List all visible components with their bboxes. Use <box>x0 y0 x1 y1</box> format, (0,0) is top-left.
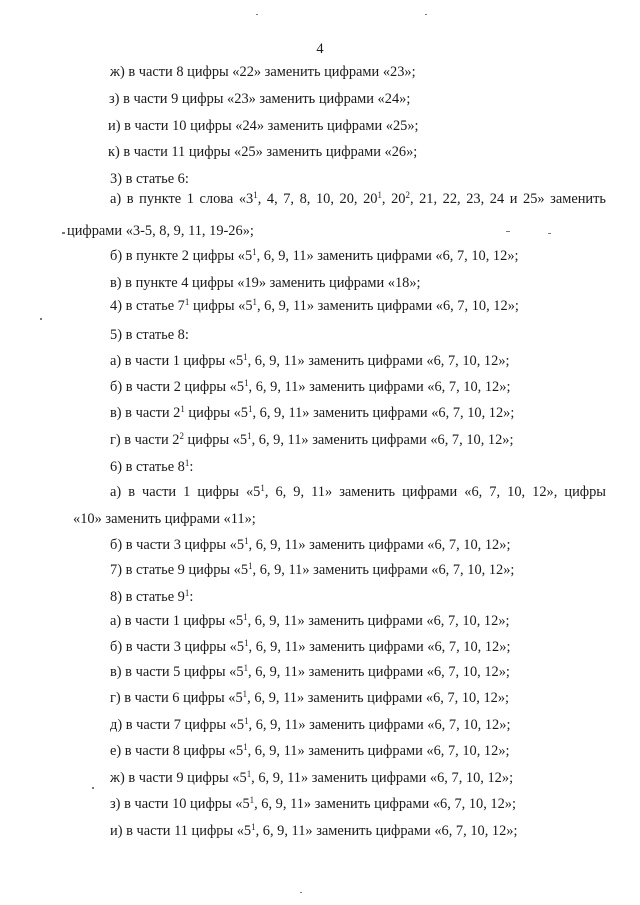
doc-line: б) в части 3 цифры «$5^1$, 6, 9, 11» заменить цифрами «6, 7, 10, 12»; <box>110 536 511 553</box>
superscript-index: 1 <box>184 588 190 599</box>
scan-speck <box>425 14 427 15</box>
superscript-index: 1 <box>377 190 382 201</box>
superscript-index: 1 <box>184 297 190 308</box>
doc-line: з) в части 10 цифры «$5^1$, 6, 9, 11» заменить цифрами «6, 7, 10, 12»; <box>110 795 516 812</box>
doc-line: 7) в статье 9 цифры «$5^1$, 6, 9, 11» заменить цифрами «6, 7, 10, 12»; <box>110 561 515 578</box>
scan-speck <box>256 14 258 15</box>
doc-line: 8) в статье $9^1$: <box>110 588 194 605</box>
doc-line: г) в части $2^2$ цифры «$5^1$, 6, 9, 11» заменить цифрами «6, 7, 10, 12»; <box>110 431 514 448</box>
doc-line: д) в части 7 цифры «$5^1$, 6, 9, 11» заменить цифрами «6, 7, 10, 12»; <box>110 716 511 733</box>
superscript-index: 1 <box>244 536 249 547</box>
doc-line: 4) в статье $7^1$ цифры «$5^1$, 6, 9, 11» заменить цифрами «6, 7, 10, 12»; <box>110 297 519 314</box>
superscript-index: 1 <box>243 663 249 674</box>
superscript-index: 1 <box>243 612 248 623</box>
superscript-index: 1 <box>243 352 248 363</box>
doc-line: а) в части 1 цифры «$5^1$, 6, 9, 11» заменить цифрами «6, 7, 10, 12»; <box>110 612 510 629</box>
superscript-index: 1 <box>242 689 248 700</box>
doc-line: в) в пункте 4 цифры «19» заменить цифрами «18»; <box>110 275 421 291</box>
doc-line: в) в части 5 цифры «$5^1$, 6, 9, 11» заменить цифрами «6, 7, 10, 12»; <box>110 663 510 680</box>
page-number: 4 <box>316 41 324 57</box>
superscript-index: 1 <box>260 483 265 494</box>
doc-line: цифрами «3-5, 8, 9, 11, 19-26»; <box>67 223 254 239</box>
superscript-index: 1 <box>244 638 249 649</box>
superscript-index: 1 <box>248 561 253 572</box>
doc-line: а) в части 1 цифры «$5^1$, 6, 9, 11» заменить цифрами «6, 7, 10, 12», цифры <box>110 483 606 500</box>
superscript-index: 1 <box>252 297 257 308</box>
doc-line: 5) в статье 8: <box>110 327 189 343</box>
doc-line: г) в части 6 цифры «$5^1$, 6, 9, 11» заменить цифрами «6, 7, 10, 12»; <box>110 689 510 706</box>
doc-line: 3) в статье 6: <box>110 171 189 187</box>
superscript-index: 1 <box>246 769 252 780</box>
scan-speck <box>506 231 510 232</box>
doc-line: е) в части 8 цифры «$5^1$, 6, 9, 11» заменить цифрами «6, 7, 10, 12»; <box>110 742 510 759</box>
doc-line: б) в части 2 цифры «$5^1$, 6, 9, 11» заменить цифрами «6, 7, 10, 12»; <box>110 378 511 395</box>
superscript-index: 1 <box>251 822 256 833</box>
doc-line: в) в части $2^1$ цифры «$5^1$, 6, 9, 11» заменить цифрами «6, 7, 10, 12»; <box>110 404 515 421</box>
doc-line: б) в пункте 2 цифры «$5^1$, 6, 9, 11» заменить цифрами «6, 7, 10, 12»; <box>110 247 519 264</box>
doc-line: «10» заменить цифрами «11»; <box>73 511 256 527</box>
scan-speck <box>548 233 551 234</box>
superscript-index: 1 <box>244 716 249 727</box>
doc-line: ж) в части 8 цифры «22» заменить цифрами «23»; <box>110 64 416 80</box>
superscript-index: 1 <box>249 795 255 806</box>
superscript-index: 1 <box>247 431 252 442</box>
scan-speck <box>300 892 302 893</box>
doc-line: ж) в части 9 цифры «$5^1$, 6, 9, 11» заменить цифрами «6, 7, 10, 12»; <box>110 769 514 786</box>
superscript-index: 1 <box>253 190 258 201</box>
superscript-index: 2 <box>179 431 184 442</box>
scan-speck <box>40 318 42 320</box>
doc-line: к) в части 11 цифры «25» заменить цифрами «26»; <box>108 144 418 160</box>
superscript-index: 1 <box>244 378 249 389</box>
scan-speck <box>62 232 65 234</box>
superscript-index: 2 <box>405 190 410 201</box>
superscript-index: 1 <box>252 247 257 258</box>
doc-line: и) в части 10 цифры «24» заменить цифрами «25»; <box>108 118 419 134</box>
superscript-index: 1 <box>184 458 190 469</box>
doc-line: а) в пункте 1 слова «$3^1$, 4, 7, 8, 10, 20, $20^1$, $20^2$, 21, 22, 23, 24 и 25» заменить <box>110 190 606 207</box>
superscript-index: 1 <box>180 404 185 415</box>
doc-line: б) в части 3 цифры «$5^1$, 6, 9, 11» заменить цифрами «6, 7, 10, 12»; <box>110 638 511 655</box>
superscript-index: 1 <box>248 404 253 415</box>
doc-line: з) в части 9 цифры «23» заменить цифрами «24»; <box>109 91 411 107</box>
doc-line: и) в части 11 цифры «$5^1$, 6, 9, 11» заменить цифрами «6, 7, 10, 12»; <box>110 822 518 839</box>
superscript-index: 1 <box>243 742 248 753</box>
scan-speck <box>92 787 94 789</box>
doc-line: а) в части 1 цифры «$5^1$, 6, 9, 11» заменить цифрами «6, 7, 10, 12»; <box>110 352 510 369</box>
doc-line: 6) в статье $8^1$: <box>110 458 194 475</box>
